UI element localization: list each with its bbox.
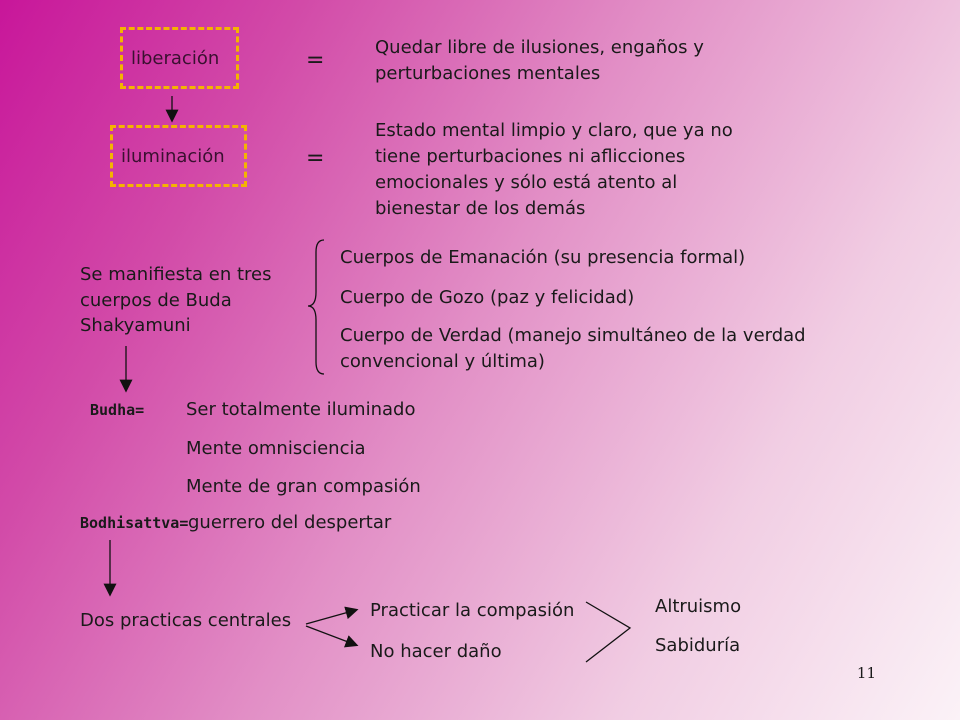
liberacion-definition-line-2: perturbaciones mentales [375, 63, 601, 84]
bodhisattva-label: Bodhisattva= [80, 514, 189, 532]
bodies-intro-line-3: Shakyamuni [80, 315, 191, 336]
iluminacion-definition-line-3: emocionales y sólo está atento al [375, 172, 678, 193]
body-item-gozo: Cuerpo de Gozo (paz y felicidad) [340, 287, 635, 308]
budha-label: Budha= [90, 401, 145, 419]
iluminacion-term: iluminación [121, 145, 225, 167]
practice-item-compasion: Practicar la compasión [370, 600, 575, 621]
equals-sign-2: = [306, 146, 325, 171]
body-item-emanacion: Cuerpos de Emanación (su presencia formal) [340, 247, 746, 268]
equals-sign-1: = [306, 48, 325, 73]
body-item-verdad-line-2: convencional y última) [340, 351, 545, 372]
arrow-to-compasion [306, 610, 356, 624]
iluminacion-box [110, 125, 247, 187]
budha-item-1: Ser totalmente iluminado [186, 399, 416, 420]
iluminacion-definition-line-2: tiene perturbaciones ni aflicciones [375, 146, 686, 167]
liberacion-box [120, 27, 239, 89]
bodies-intro-line-2: cuerpos de Buda [80, 290, 232, 311]
practice-item-no-hacer-dano: No hacer daño [370, 641, 502, 662]
iluminacion-definition-line-4: bienestar de los demás [375, 198, 586, 219]
bodhisattva-definition: guerrero del despertar [188, 512, 392, 533]
budha-item-3: Mente de gran compasión [186, 476, 421, 497]
liberacion-term: liberación [131, 47, 220, 69]
result-sabiduria: Sabiduría [655, 635, 741, 656]
budha-item-2: Mente omnisciencia [186, 438, 366, 459]
liberacion-definition-line-1: Quedar libre de ilusiones, engaños y [375, 37, 704, 58]
result-altruismo: Altruismo [655, 596, 742, 617]
arrow-to-no-hacer-dano [306, 626, 356, 645]
bodies-intro-line-1: Se manifiesta en tres [80, 264, 272, 285]
body-item-verdad-line-1: Cuerpo de Verdad (manejo simultáneo de la verdad [340, 325, 806, 346]
curly-brace [308, 240, 324, 374]
practices-label: Dos practicas centrales [80, 610, 292, 631]
iluminacion-definition-line-1: Estado mental limpio y claro, que ya no [375, 120, 733, 141]
chevron-to-results [586, 602, 630, 662]
page-number: 11 [856, 664, 876, 682]
